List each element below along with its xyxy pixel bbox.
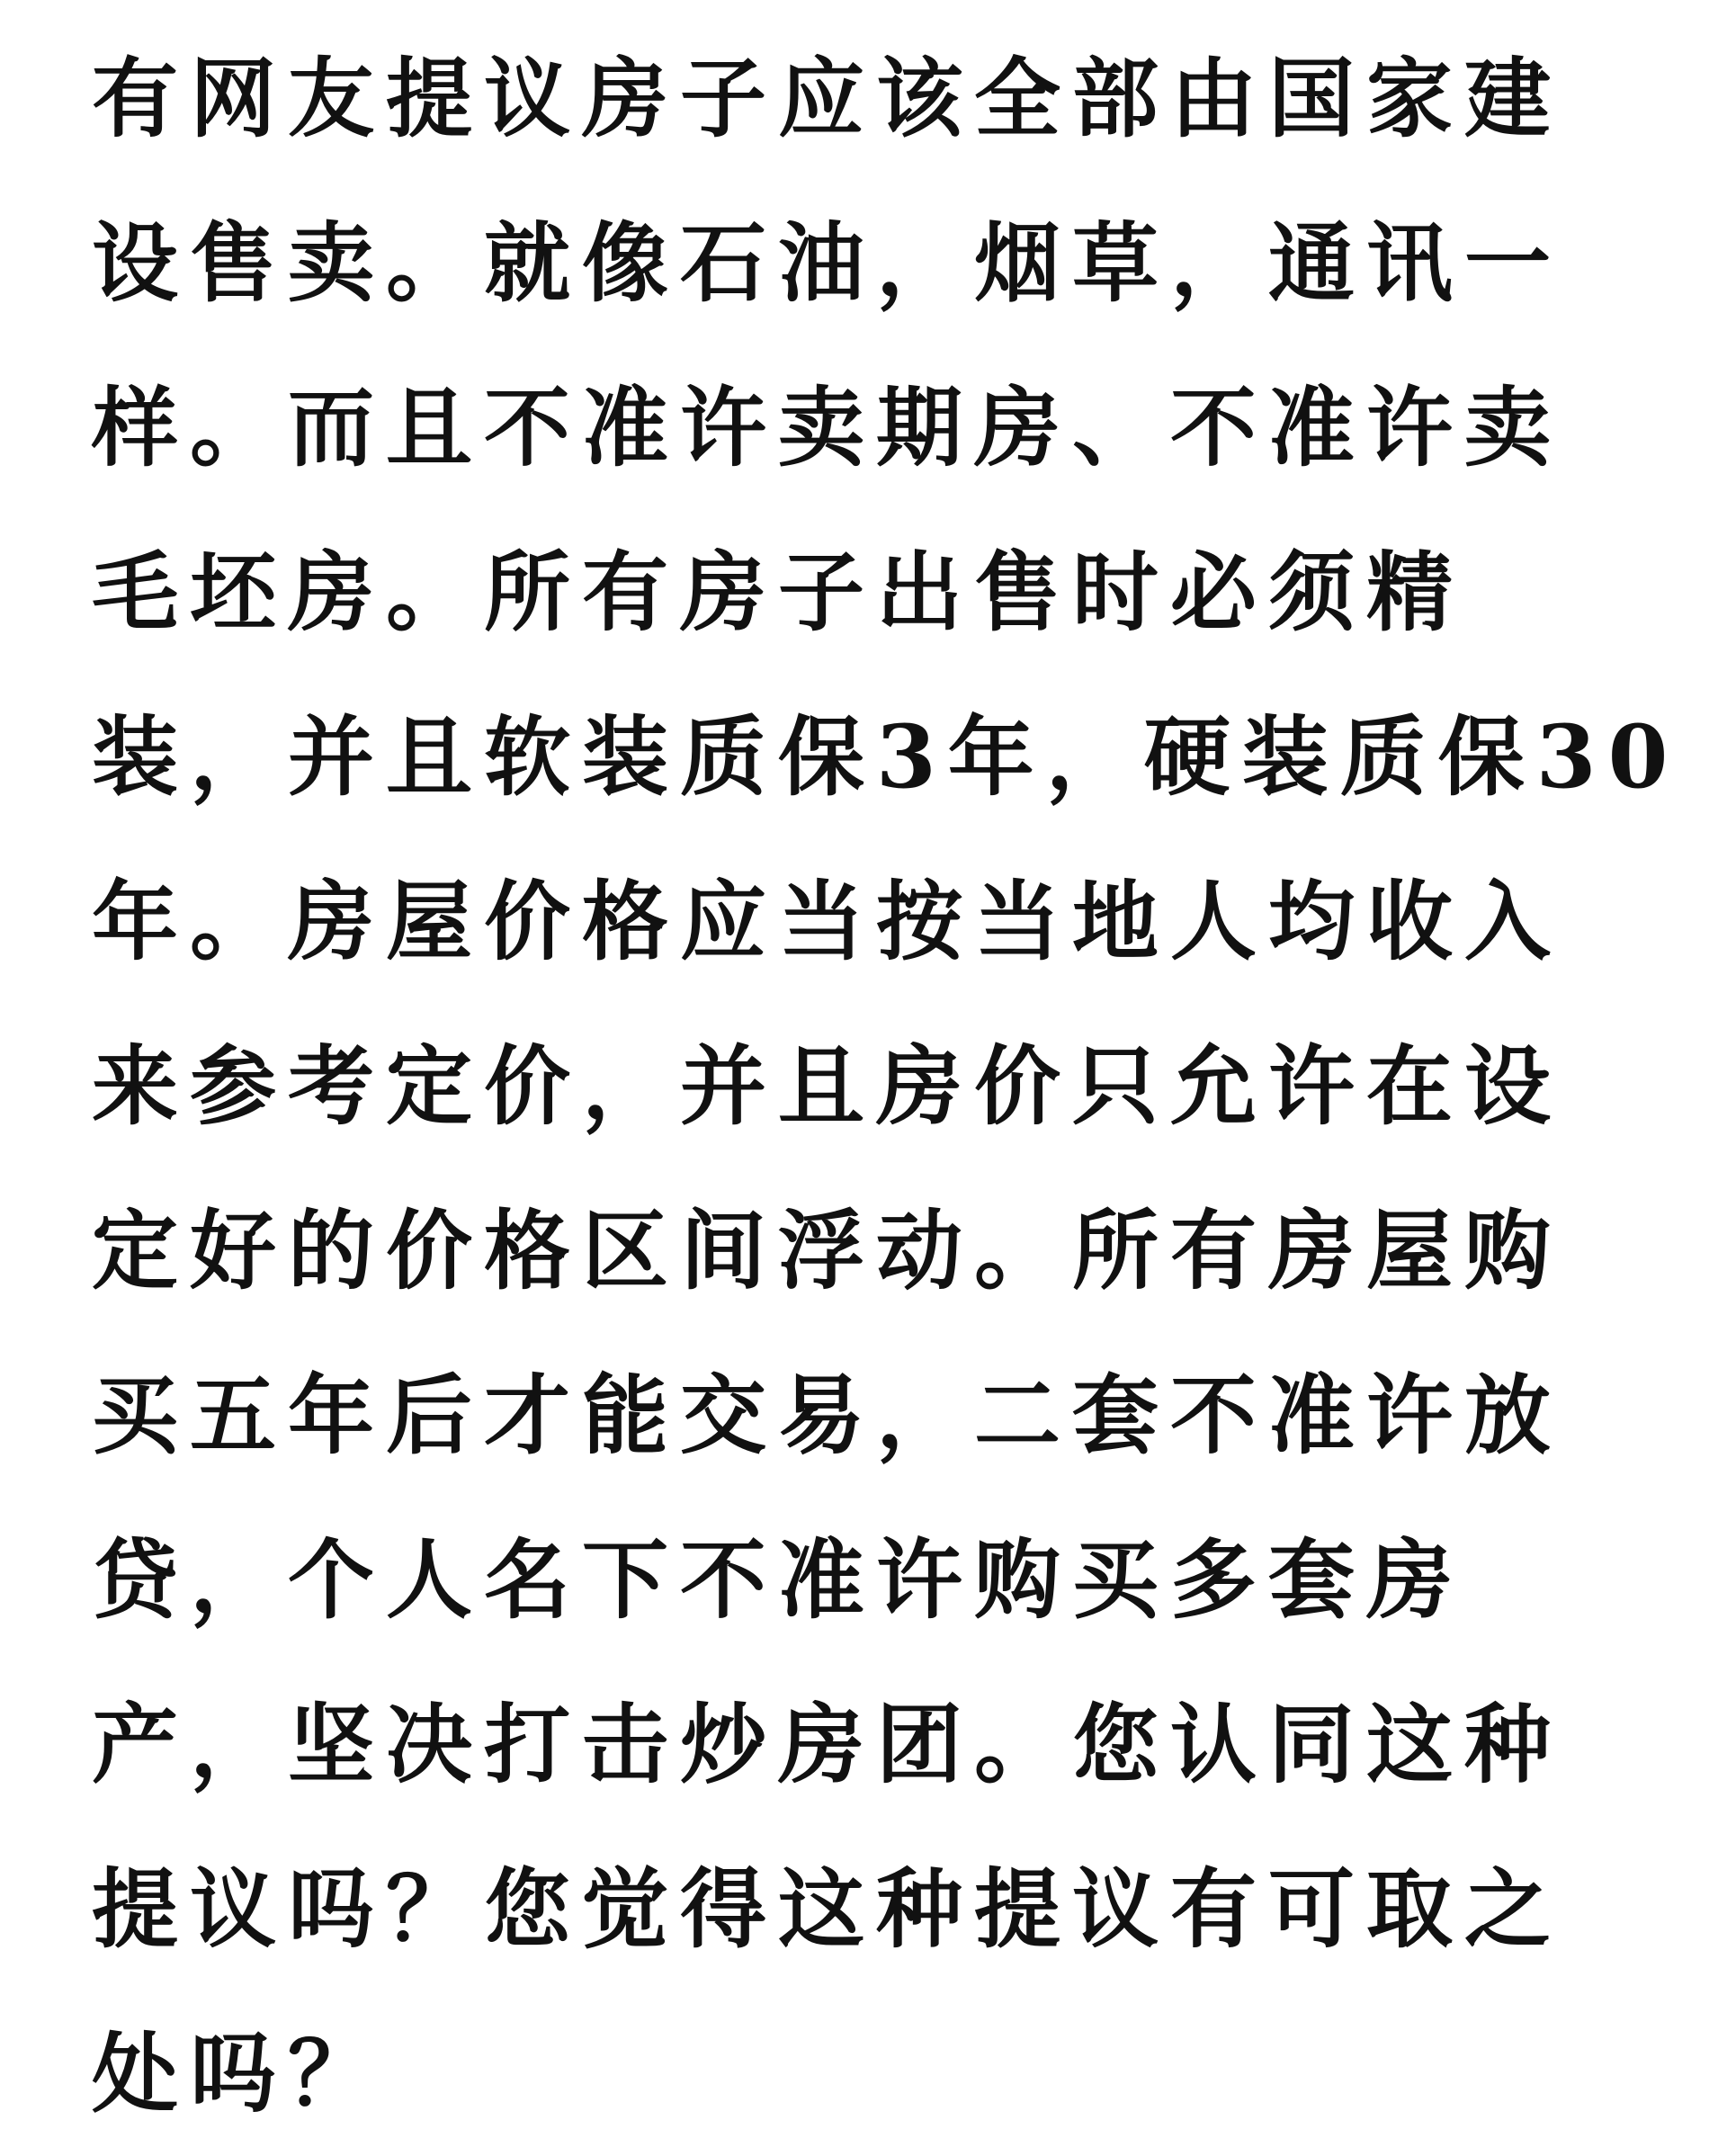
text-line-1: 有网友提议房子应该全部由国家建 (92, 48, 1562, 149)
text-line-3: 样。而且不准许卖期房、不准许卖 (92, 377, 1562, 479)
text-line-10: 贷，个人名下不准许购买多套房 (92, 1529, 1464, 1631)
text-line-13: 处吗？ (92, 2023, 386, 2125)
text-line-2: 设售卖。就像石油，烟草，通讯一 (92, 212, 1562, 314)
text-line-7: 来参考定价，并且房价只允许在设 (92, 1035, 1562, 1137)
text-line-9: 买五年后才能交易，二套不准许放 (92, 1364, 1562, 1466)
text-line-11: 产，坚决打击炒房团。您认同这种 (92, 1694, 1562, 1795)
text-line-6: 年。房屋价格应当按当地人均收入 (92, 871, 1562, 972)
article-text (92, 16, 1680, 2156)
text-line-5: 装，并且软装质保3年，硬装质保30 (92, 706, 1680, 808)
text-line-4: 毛坯房。所有房子出售时必须精 (92, 541, 1464, 643)
text-line-8: 定好的价格区间浮动。所有房屋购 (92, 1200, 1562, 1302)
text-line-12: 提议吗？您觉得这种提议有可取之 (92, 1858, 1562, 1960)
